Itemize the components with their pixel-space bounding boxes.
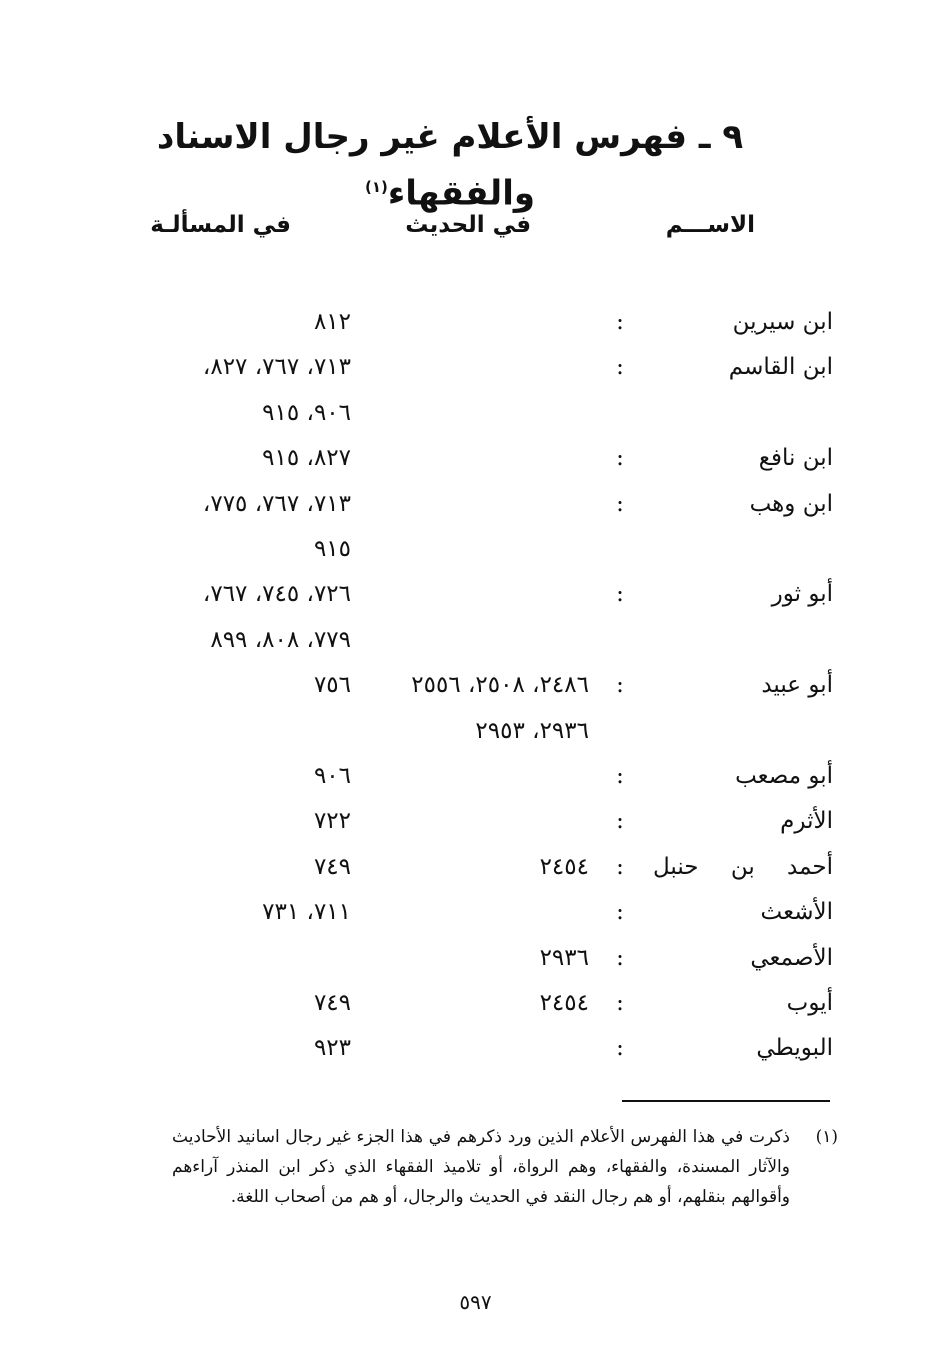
person-name: ابن سيرين — [732, 309, 833, 335]
masala-refs: ٧٢٢ — [313, 808, 351, 835]
separator-colon: : — [616, 944, 624, 971]
person-name: أبو عبيد — [761, 672, 833, 699]
masala-refs: ٧١٣، ٧٦٧، ٨٢٧، — [202, 354, 351, 381]
index-row — [0, 845, 951, 889]
separator-colon: : — [616, 1035, 624, 1062]
person-name: أحمد بن حنبل — [653, 853, 833, 880]
index-row — [0, 572, 951, 616]
masala-refs: ٧١١، ٧٣١ — [262, 899, 351, 926]
index-row — [0, 1026, 951, 1070]
title-footnote-marker: (١) — [365, 178, 388, 196]
masala-refs: ٧٧٩، ٨٠٨، ٨٩٩ — [210, 626, 351, 653]
separator-colon: : — [616, 309, 624, 335]
index-row — [0, 436, 951, 480]
person-name: ابن نافع — [758, 445, 833, 472]
separator-colon: : — [616, 445, 624, 472]
person-name: ابن وهب — [749, 490, 833, 517]
column-header-name: الاســـم — [665, 212, 755, 238]
masala-refs: ٩٠٦، ٩١٥ — [262, 399, 351, 426]
index-row — [0, 345, 951, 389]
page-title-text: ٩ ـ فهرس الأعلام غير رجال الاسناد والفقهاء — [156, 117, 744, 214]
masala-refs: ٩١٥ — [313, 536, 351, 562]
index-row — [0, 754, 951, 798]
index-row — [0, 527, 951, 571]
separator-colon: : — [616, 490, 624, 517]
index-row — [0, 300, 951, 344]
separator-colon: : — [616, 672, 624, 699]
index-row — [0, 981, 951, 1025]
separator-colon: : — [616, 354, 624, 381]
masala-refs: ٨٢٧، ٩١٥ — [262, 445, 351, 472]
index-row — [0, 618, 951, 662]
separator-colon: : — [616, 853, 624, 880]
page-number: ٥٩٧ — [459, 1290, 492, 1314]
index-row — [0, 936, 951, 980]
person-name: البويطي — [756, 1035, 833, 1062]
masala-refs: ٧٢٦، ٧٤٥، ٧٦٧، — [202, 581, 351, 608]
column-header-masala: في المسألـة — [150, 212, 291, 238]
index-row — [0, 482, 951, 526]
masala-refs: ٧١٣، ٧٦٧، ٧٧٥، — [202, 490, 351, 517]
person-name: الأشعث — [760, 899, 833, 926]
hadith-refs: ٢٩٣٦، ٢٩٥٣ — [475, 717, 589, 744]
footnote-divider — [622, 1100, 830, 1102]
index-row — [0, 663, 951, 707]
index-row — [0, 799, 951, 843]
person-name: أبو ثور — [771, 581, 833, 608]
footnote-text: ذكرت في هذا الفهرس الأعلام الذين ورد ذكرهم في هذا الجزء غير رجال اسانيد الأحاديث والآثار المسندة، والفقهاء، وهم الرواة، أو تلاميذ الفقهاء الذي ذكر ابن المنذر آراءهم وأقوالهم بنقلهم، أو هم رجال النقد في الحديث والرجال، أو هم من أصحاب اللغة. — [172, 1127, 790, 1207]
footnote-marker: (١) — [815, 1127, 838, 1147]
masala-refs: ٧٤٩ — [313, 853, 351, 880]
person-name: الأصمعي — [750, 944, 833, 971]
person-name: الأثرم — [780, 808, 833, 835]
hadith-refs: ٢٤٨٦، ٢٥٠٨، ٢٥٥٦ — [411, 672, 589, 699]
masala-refs: ٧٥٦ — [313, 672, 351, 699]
separator-colon: : — [616, 763, 624, 789]
separator-colon: : — [616, 808, 624, 835]
person-name: أيوب — [786, 990, 833, 1016]
hadith-refs: ٢٤٥٤ — [539, 853, 589, 880]
separator-colon: : — [616, 899, 624, 926]
index-row — [0, 391, 951, 435]
masala-refs: ٩٢٣ — [313, 1035, 351, 1062]
masala-refs: ٩٠٦ — [313, 763, 351, 789]
person-name: أبو مصعب — [735, 763, 833, 789]
masala-refs: ٨١٢ — [313, 309, 351, 335]
separator-colon: : — [616, 990, 624, 1016]
person-name: ابن القاسم — [728, 354, 833, 381]
masala-refs: ٧٤٩ — [313, 990, 351, 1016]
separator-colon: : — [616, 581, 624, 608]
hadith-refs: ٢٩٣٦ — [539, 944, 589, 971]
index-row — [0, 890, 951, 934]
page-title — [100, 112, 800, 218]
hadith-refs: ٢٤٥٤ — [539, 990, 589, 1016]
column-header-hadith: في الحديث — [405, 212, 531, 238]
index-row — [0, 709, 951, 753]
